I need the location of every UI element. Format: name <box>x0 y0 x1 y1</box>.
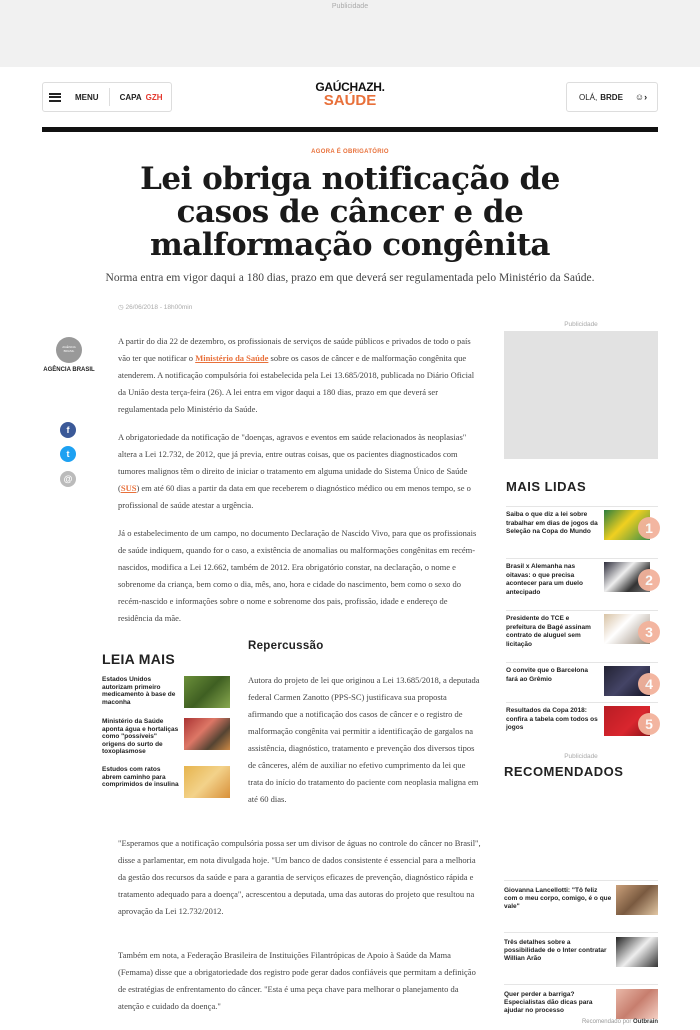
leia-mais-thumbnail <box>184 676 230 708</box>
user-icon: ☺› <box>634 92 648 102</box>
recommended-item[interactable] <box>504 880 658 922</box>
author-block[interactable] <box>42 337 96 373</box>
leia-mais-item-title: Estudos com ratos abrem caminho para comprimidos de insulina <box>102 766 179 788</box>
recommended-thumbnail <box>616 937 658 967</box>
article-headline: Lei obriga notificação de casos de câncer e de malformação congênita <box>140 161 560 263</box>
mais-lidas-item-title: Presidente do TCE e prefeitura de Bagé assinam contrato de aluguel sem licitação <box>506 615 591 648</box>
twitter-share-icon[interactable]: t <box>60 446 76 462</box>
site-header <box>42 82 658 112</box>
article-date-text: 26/06/2018 - 18h00min <box>125 304 193 311</box>
recommended-thumbnail <box>616 885 658 915</box>
mais-lidas-item-title: Saiba o que diz a lei sobre trabalhar em dias de jogos da Seleção na Copa do Mundo <box>506 511 598 535</box>
section-heading: Repercussão <box>248 640 324 652</box>
sus-link[interactable]: SUS <box>120 483 137 493</box>
recomendados-title: RECOMENDADOS <box>504 764 624 779</box>
capa-link[interactable] <box>120 93 163 102</box>
rank-badge: 4 <box>638 673 660 695</box>
ad-label: Publicidade <box>331 3 369 10</box>
article-paragraph-5: "Esperamos que a notificação compulsória possa ser um divisor de águas no controle do câncer no Brasil", disse a parlamentar, em nota divulgada hoje. "Um banco de dados consistente é essencial para a melhoria da gestão dos recursos da saúde e para a garantia de serviços eficazes de prevenção, diagnóstico rápida e tratamento adequado para a doença", acrescentou a deputada, uma das autoras do projeto que resultou na aprovação da Lei 12.732/2012. <box>118 838 481 916</box>
author-name: AGÊNCIA BRASIL <box>43 367 95 373</box>
rank-badge: 5 <box>638 713 660 735</box>
mais-lidas-item[interactable] <box>506 610 658 656</box>
recommended-item[interactable] <box>504 932 658 974</box>
article-subtitle: Norma entra em vigor daqui a 180 dias, prazo em que deverá ser regulamentada pelo Ministério da Saúde. <box>105 272 595 284</box>
leia-mais-item-title: Estados Unidos autorizam primeiro medicamento à base de maconha <box>102 676 176 706</box>
divider <box>109 88 110 106</box>
ad-label: Publicidade <box>564 321 598 328</box>
mais-lidas-item[interactable] <box>506 702 658 748</box>
ministerio-link[interactable]: Ministério da Saúde <box>195 353 269 363</box>
leia-mais-title: LEIA MAIS <box>102 651 175 667</box>
rank-badge: 3 <box>638 621 660 643</box>
recommended-thumbnail <box>616 989 658 1019</box>
leia-mais-item-title: Ministério da Saúde aponta água e hortaliças como "possíveis" origens do surto de toxoplasmose <box>102 718 179 755</box>
menu-label: MENU <box>75 92 99 102</box>
recommended-item-title: Giovanna Lancellotti: "Tô feliz com o meu corpo, comigo, é o que vale" <box>504 887 612 910</box>
leia-mais-item[interactable] <box>102 766 232 802</box>
hamburger-icon <box>49 93 61 102</box>
outbrain-attribution[interactable]: Recomendado por Outbrain <box>581 1019 658 1025</box>
leia-mais-thumbnail <box>184 766 230 798</box>
username: BRDE <box>600 92 623 102</box>
leia-mais-item[interactable] <box>102 676 232 712</box>
leia-mais-item[interactable] <box>102 718 232 754</box>
author-avatar: AGÊNCIA BRASIL <box>56 337 82 363</box>
mais-lidas-item-title: Resultados da Copa 2018: confira a tabela com todos os jogos <box>506 707 598 731</box>
mais-lidas-item-title: O convite que o Barcelona fará ao Grêmio <box>506 667 588 683</box>
outbrain-logo: Outbrain <box>633 1019 658 1025</box>
recommended-item-title: Quer perder a barriga? Especialistas dão dicas para ajudar no processo <box>504 991 593 1014</box>
facebook-share-icon[interactable]: f <box>60 422 76 438</box>
site-logo[interactable] <box>280 80 420 108</box>
article-paragraph-3: Já o estabelecimento de um campo, no documento Declaração de Nascido Vivo, para que os profissionais de saúde indiquem, quando for o caso, a existência de anomalias ou malformações congênitas em recém-nascidos, modifica a Lei 12.662, também de 2012. Era obrigatório constar, na declaração, o nome e sobrenome da criança, bem como o dia, mês, ano, hora e cidade do nascimento, bem como o sexo do recém-nascido e informações sobre o nome e sobrenome dos pais, profissão, idade e endereço de residência da mãe. <box>118 528 477 623</box>
logo-section: SAÚDE <box>323 92 377 109</box>
ad-label: Publicidade <box>564 753 598 760</box>
article-paragraph-4: Autora do projeto de lei que originou a Lei 13.685/2018, a deputada federal Carmen Zanotto (PPS-SC) justificava sua proposta afirmando que a notificação dos casos de câncer e o registro de malformação congênita vai permitir a identificação de gargalos na assistência, diagnóstico, tratamento e prevenção dos diversos tipos de cânceres, além de auxiliar no efetivo cumprimento da lei que trata do início do tratamento do paciente com neoplasia maligna em até 60 dias. <box>248 675 480 804</box>
mais-lidas-item[interactable] <box>506 558 658 604</box>
menu-button[interactable] <box>42 82 172 112</box>
article-date: ◷ 26/06/2018 - 18h00min <box>118 304 193 311</box>
user-account-button[interactable] <box>566 82 658 112</box>
gzh-logo: GZH <box>145 92 163 102</box>
logo-brand: GAÚCHAZH. <box>315 80 385 94</box>
capa-label: CAPA <box>119 92 142 102</box>
sidebar-ad[interactable] <box>504 331 658 459</box>
rank-badge: 2 <box>638 569 660 591</box>
mais-lidas-item[interactable] <box>506 506 658 552</box>
leia-mais-thumbnail <box>184 718 230 750</box>
mais-lidas-title: MAIS LIDAS <box>506 479 587 494</box>
top-ad-banner[interactable] <box>0 0 700 67</box>
article-kicker: AGORA É OBRIGATÓRIO <box>311 149 389 155</box>
article-paragraph-2: A obrigatoriedade da notificação de "doenças, agravos e eventos em saúde relacionados às neoplasias" altera a Lei 12.732, de 2012, que já previa, entre outras coisas, que os pacientes diagnosticados com tumores malignos têm o direito de iniciar o tratamento em alguma unidade do Sistema Único de Saúde (SUS) em até 60 dias a partir da data em que receberem o diagnóstico médico ou em menos tempo, se o profissional de saúde atestar a urgência. <box>118 432 471 510</box>
header-divider <box>42 127 658 132</box>
article-paragraph-1: A partir do dia 22 de dezembro, os profissionais de serviços de saúde públicos e privados de todo o país vão ter que notificar o Ministério da Saúde sobre os casos de câncer e de malformação congênita que atenderem. A notificação compulsória foi estabelecida pela Lei 13.685/2018, publicada no Diário Oficial da União desta terça-feira (26). A lei entra em vigor daqui a 180 dias, prazo em que deverá ser regulamentada pelo Ministério da Saúde. <box>118 336 475 414</box>
article-paragraph-6: Também em nota, a Federação Brasileira de Instituições Filantrópicas de Apoio à Saúde da Mama (Femama) disse que a obrigatoriedade dos registro pode gerar dados confiáveis que permitam a definição de estratégias de enfrentamento do câncer. "Esta é uma peça chave para melhorar o planejamento da atenção e cuidado da doença." <box>118 950 476 1011</box>
recommended-item-title: Três detalhes sobre a possibilidade de o Inter contratar Willian Arão <box>504 939 607 962</box>
email-share-icon[interactable]: @ <box>60 471 76 487</box>
rank-badge: 1 <box>638 517 660 539</box>
mais-lidas-item-title: Brasil x Alemanha nas oitavas: o que precisa acontecer para um duelo antecipado <box>506 563 583 596</box>
greeting: OLÁ, <box>579 92 598 102</box>
